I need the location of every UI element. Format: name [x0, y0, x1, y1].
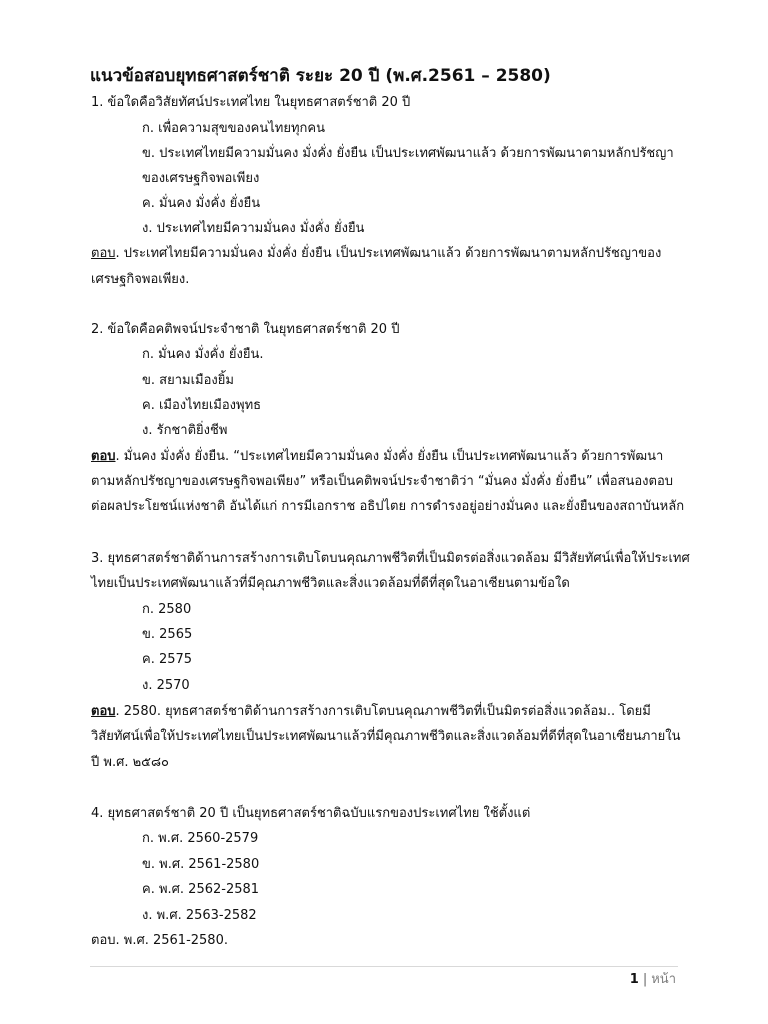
q3-answer-continued-1: วิสัยทัศน์เพื่อให้ประเทศไทยเป็นประเทศพัฒนาแล้วที่มีคุณภาพชีวิตและสิ่งแวดล้อมที่ดีที่สุดในอาเซียนภายใน: [91, 729, 681, 744]
q2-answer-continued-2: ต่อผลประโยชน์แห่งชาติ อันได้แก่ การมีเอกราช อธิปไตย การดำรงอยู่อย่างมั่นคง และยั่งยืนของสถาบันหลัก: [91, 499, 685, 514]
q2-answer-text: . มั่นคง มั่งคั่ง ยั่งยืน. “ประเทศไทยมีความมั่นคง มั่งคั่ง ยั่งยืน เป็นประเทศพัฒนาแล้ว ด้วยการพัฒนา: [115, 449, 664, 464]
q3-option-a: ก. 2580: [142, 602, 192, 617]
answer-label: ตอบ: [91, 449, 116, 464]
q2-option-a: ก. มั่นคง มั่งคั่ง ยั่งยืน.: [142, 347, 264, 362]
page-footer: [630, 971, 676, 989]
question-3-continued: ไทยเป็นประเทศพัฒนาแล้วที่มีคุณภาพชีวิตและสิ่งแวดล้อมที่ดีที่สุดในอาเซียนตามข้อใด: [91, 576, 570, 591]
answer-label: ตอบ: [91, 246, 116, 261]
q3-answer: [91, 703, 651, 721]
page-word: หน้า: [651, 972, 676, 987]
q3-answer-continued-2: ปี พ.ศ. ๒๕๘๐: [91, 755, 169, 770]
q1-answer-continued: เศรษฐกิจพอเพียง.: [91, 272, 190, 287]
q1-option-b-continued: ของเศรษฐกิจพอเพียง: [142, 171, 260, 186]
q2-answer-continued-1: ตามหลักปรัชญาของเศรษฐกิจพอเพียง” หรือเป็นคติพจน์ประจำชาติว่า “มั่นคง มั่งคั่ง ยั่งยืน” เพื่อสนองตอบ: [91, 474, 674, 489]
page-number: 1: [629, 972, 639, 987]
q2-answer: [91, 448, 663, 466]
q3-option-d: ง. 2570: [142, 678, 190, 693]
q4-option-a: ก. พ.ศ. 2560-2579: [142, 831, 259, 846]
question-2: 2. ข้อใดคือคติพจน์ประจำชาติ ในยุทธศาสตร์ชาติ 20 ปี: [91, 322, 400, 337]
q3-option-b: ข. 2565: [142, 627, 193, 642]
q2-option-b: ข. สยามเมืองยิ้ม: [142, 373, 234, 388]
q4-option-b: ข. พ.ศ. 2561-2580: [142, 857, 260, 872]
q1-option-d: ง. ประเทศไทยมีความมั่นคง มั่งคั่ง ยั่งยืน: [142, 221, 365, 236]
q3-answer-text: . 2580. ยุทธศาสตร์ชาติด้านการสร้างการเติบโตบนคุณภาพชีวิตที่เป็นมิตรต่อสิ่งแวดล้อม.. โดยมี: [115, 704, 651, 719]
q4-answer: ตอบ. พ.ศ. 2561-2580.: [91, 933, 228, 948]
question-1: 1. ข้อใดคือวิสัยทัศน์ประเทศไทย ในยุทธศาสตร์ชาติ 20 ปี: [91, 95, 411, 110]
q3-option-c: ค. 2575: [142, 652, 193, 667]
q1-answer-text: . ประเทศไทยมีความมั่นคง มั่งคั่ง ยั่งยืน เป็นประเทศพัฒนาแล้ว ด้วยการพัฒนาตามหลักปรัชญาของ: [115, 246, 662, 261]
q4-option-c: ค. พ.ศ. 2562-2581: [142, 882, 260, 897]
q1-option-b: ข. ประเทศไทยมีความมั่นคง มั่งคั่ง ยั่งยืน เป็นประเทศพัฒนาแล้ว ด้วยการพัฒนาตามหลักปรัชญา: [142, 146, 674, 161]
footer-divider: [90, 966, 678, 967]
footer-separator: |: [642, 972, 648, 987]
question-3: 3. ยุทธศาสตร์ชาติด้านการสร้างการเติบโตบนคุณภาพชีวิตที่เป็นมิตรต่อสิ่งแวดล้อม มีวิสัยทัศน์เพื่อให้ประเทศ: [91, 551, 690, 566]
q1-option-a: ก. เพื่อความสุขของคนไทยทุกคน: [142, 121, 326, 136]
answer-label: ตอบ: [91, 704, 116, 719]
q4-option-d: ง. พ.ศ. 2563-2582: [142, 908, 257, 923]
page-title: แนวข้อสอบยุทธศาสตร์ชาติ ระยะ 20 ปี (พ.ศ.2561 – 2580): [90, 66, 551, 86]
q2-option-c: ค. เมืองไทยเมืองพุทธ: [142, 398, 262, 413]
q2-option-d: ง. รักชาติยิ่งชีพ: [142, 423, 228, 438]
question-4: 4. ยุทธศาสตร์ชาติ 20 ปี เป็นยุทธศาสตร์ชาติฉบับแรกของประเทศไทย ใช้ตั้งแต่: [91, 806, 531, 821]
q1-option-c: ค. มั่นคง มั่งคั่ง ยั่งยืน: [142, 196, 261, 211]
q1-answer: [91, 245, 661, 263]
